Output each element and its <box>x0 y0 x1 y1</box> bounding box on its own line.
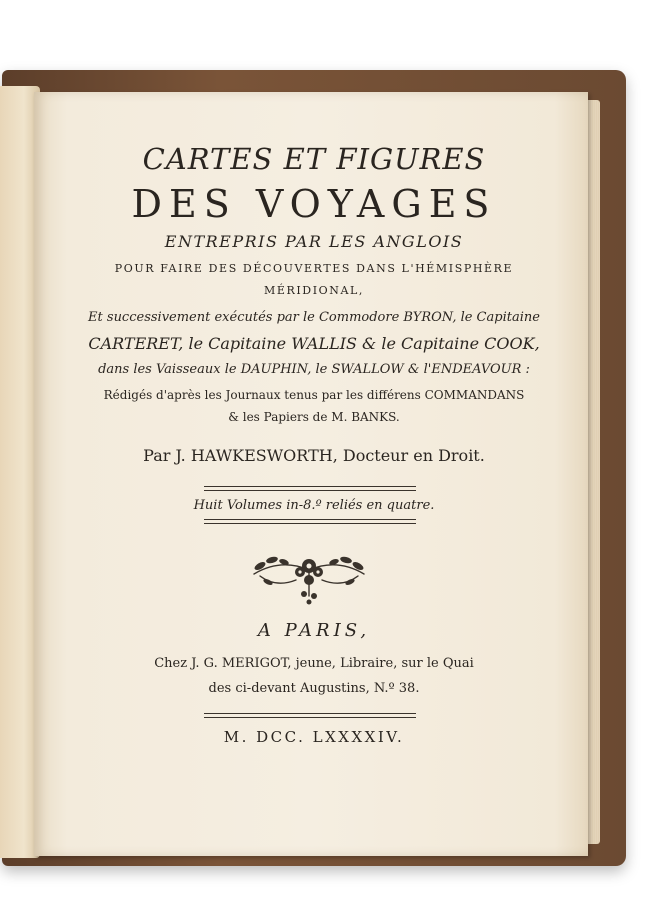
publisher-line-1: Chez J. G. MERIGOT, jeune, Libraire, sur le Quai <box>154 656 474 671</box>
title-line-1: CARTES ET FIGURES <box>142 142 486 176</box>
rule-bottom-2 <box>204 523 416 524</box>
title-line-3: ENTREPRIS PAR LES ANGLOIS <box>164 232 464 251</box>
title-line-7: CARTERET, le Capitaine WALLIS & le Capitaine COOK, <box>88 334 540 353</box>
title-line-10: & les Papiers de M. BANKS. <box>228 410 400 424</box>
floral-ornament-icon <box>246 536 372 606</box>
rule-date-2 <box>204 717 416 718</box>
publisher-line-2: des ci-devant Augustins, N.º 38. <box>208 681 420 696</box>
title-line-8: dans les Vaisseaux le DAUPHIN, le SWALLOW & l'ENDEAVOUR : <box>98 362 530 377</box>
rule-top-1 <box>204 486 416 487</box>
date-line: M. DCC. LXXXXIV. <box>223 728 405 746</box>
page-edges <box>586 100 600 844</box>
author-line: Par J. HAWKESWORTH, Docteur en Droit. <box>143 446 485 465</box>
rule-top-2 <box>204 490 416 491</box>
title-line-6: Et successivement exécutés par le Commodore BYRON, le Capitaine <box>88 310 540 325</box>
title-line-2: DES VOYAGES <box>131 182 497 226</box>
place-line: A PARIS, <box>257 620 371 641</box>
rule-date-1 <box>204 713 416 714</box>
volumes-line: Huit Volumes in-8.º reliés en quatre. <box>193 498 435 513</box>
title-line-5: MÉRIDIONAL, <box>263 284 365 297</box>
title-line-4: POUR FAIRE DES DÉCOUVERTES DANS L'HÉMISPHÈRE <box>114 262 514 275</box>
title-line-9: Rédigés d'après les Journaux tenus par les différens COMMANDANS <box>103 388 525 402</box>
rule-bottom-1 <box>204 519 416 520</box>
